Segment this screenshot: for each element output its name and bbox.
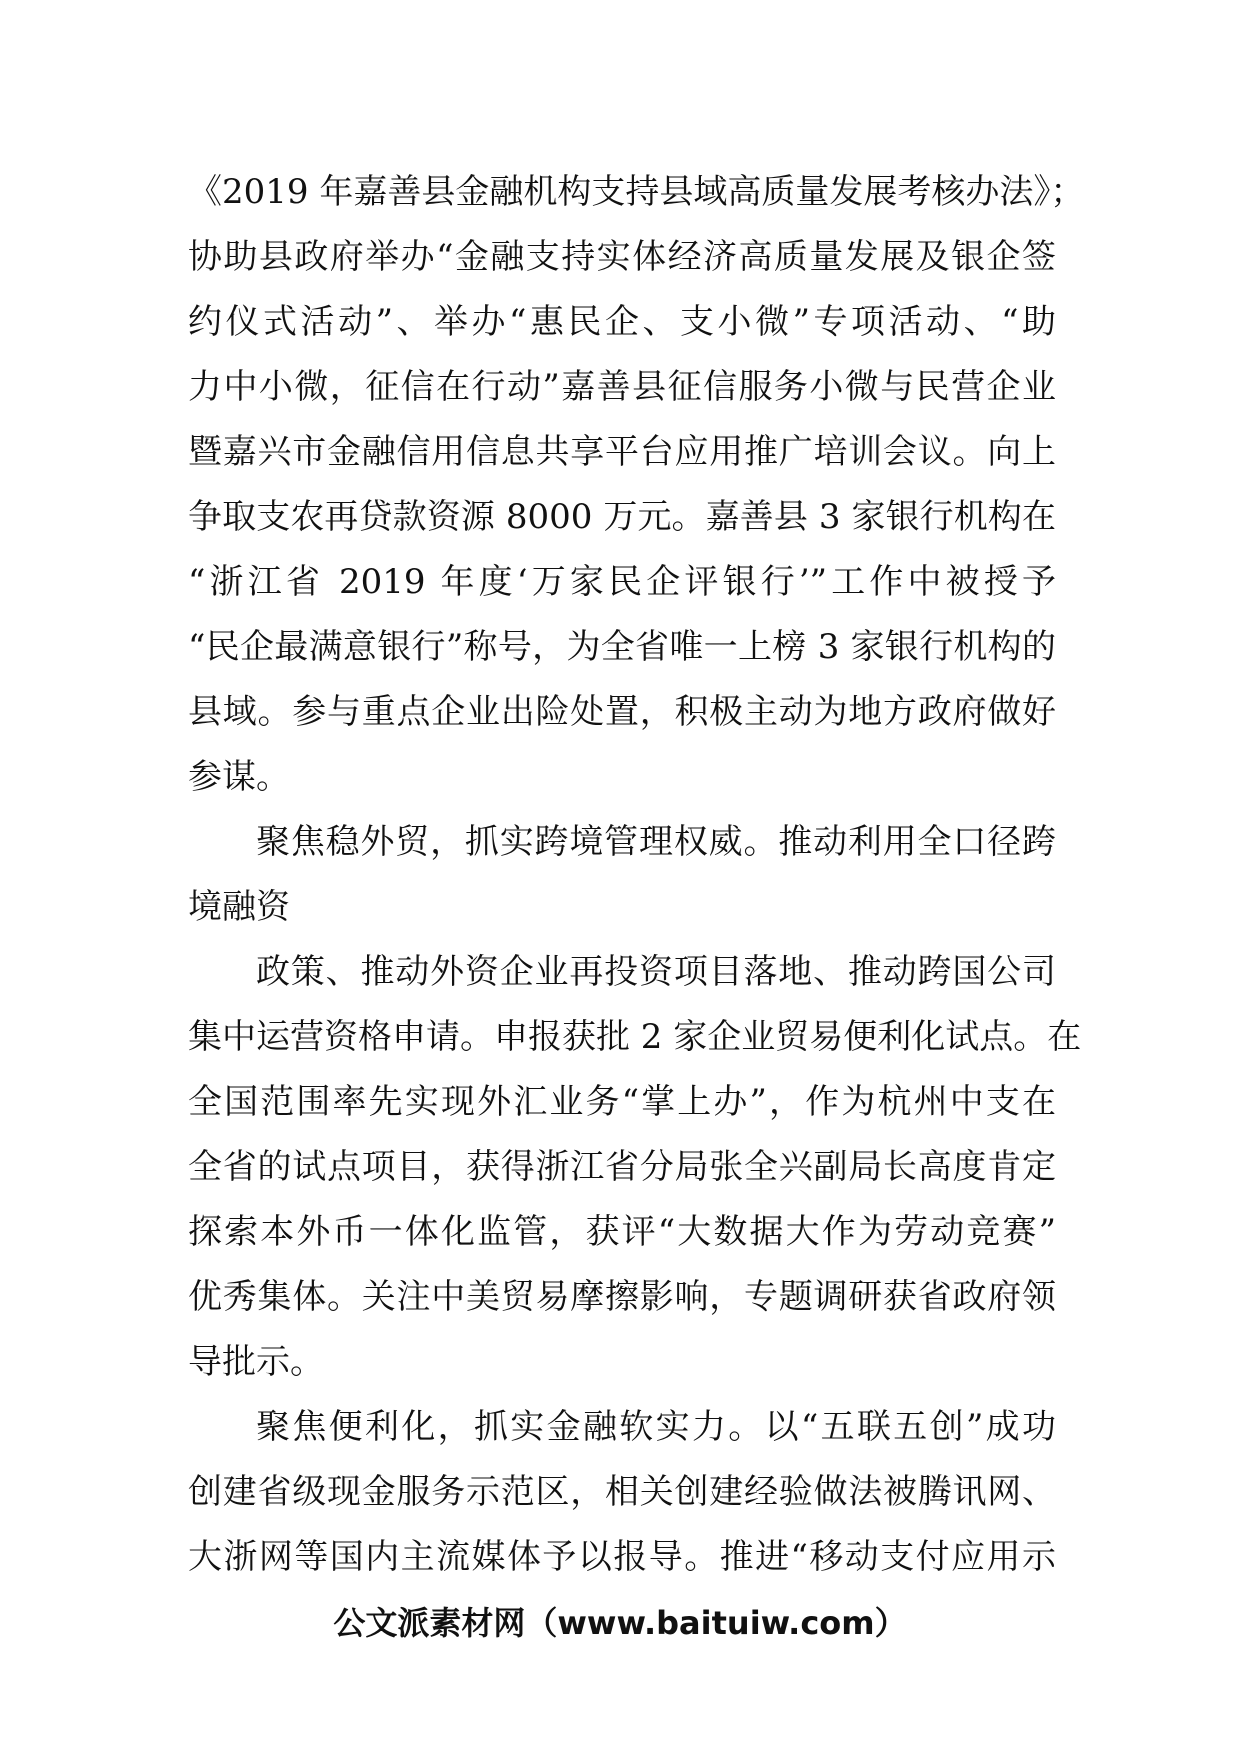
text-line: 县域。参与重点企业出险处置，积极主动为地方政府做好 (188, 692, 1056, 732)
text-line: 优秀集体。关注中美贸易摩擦影响，专题调研获省政府领 (188, 1277, 1056, 1317)
text-line: 大浙网等国内主流媒体予以报导。推进“移动支付应用示 (188, 1537, 1056, 1577)
text-line: 探索本外币一体化监管，获评“大数据大作为劳动竞赛” (188, 1212, 1056, 1252)
text-line: 约仪式活动”、举办“惠民企、支小微”专项活动、“助 (188, 302, 1056, 342)
text-line: 协助县政府举办“金融支持实体经济高质量发展及银企签 (188, 237, 1056, 277)
document-body (188, 160, 1085, 1590)
text-line: 争取支农再贷款资源 8000 万元。嘉善县 3 家银行机构在 (188, 497, 1056, 537)
text-line: 导批示。 (188, 1342, 324, 1382)
paragraph (188, 1395, 1056, 1590)
text-line: 政策、推动外资企业再投资项目落地、推动跨国公司 (256, 952, 1056, 992)
text-line: 集中运营资格申请。申报获批 2 家企业贸易便利化试点。在 (188, 1017, 1082, 1057)
text-line: 全省的试点项目，获得浙江省分局张全兴副局长高度肯定 (188, 1147, 1056, 1187)
text-line: 全国范围率先实现外汇业务“掌上办”，作为杭州中支在 (188, 1082, 1056, 1122)
text-line: 暨嘉兴市金融信用信息共享平台应用推广培训会议。向上 (188, 432, 1056, 472)
text-line: 聚焦便利化，抓实金融软实力。以“五联五创”成功 (256, 1407, 1056, 1447)
footer-watermark: 公文派素材网（www.baituiw.com） (333, 1604, 907, 1642)
text-line: 《2019 年嘉善县金融机构支持县域高质量发展考核办法》； (188, 172, 1085, 212)
paragraph (188, 810, 1056, 940)
text-line: “浙江省 2019 年度‘万家民企评银行’”工作中被授予 (188, 562, 1056, 602)
text-line: 创建省级现金服务示范区，相关创建经验做法被腾讯网、 (188, 1472, 1056, 1512)
text-line: 力中小微，征信在行动”嘉善县征信服务小微与民营企业 (188, 367, 1056, 407)
text-line: 境融资 (188, 887, 290, 927)
paragraph (188, 160, 1085, 810)
text-line: “民企最满意银行”称号，为全省唯一上榜 3 家银行机构的 (188, 627, 1056, 667)
paragraph (188, 940, 1082, 1395)
text-line: 聚焦稳外贸，抓实跨境管理权威。推动利用全口径跨 (256, 822, 1056, 862)
text-line: 参谋。 (188, 757, 290, 797)
